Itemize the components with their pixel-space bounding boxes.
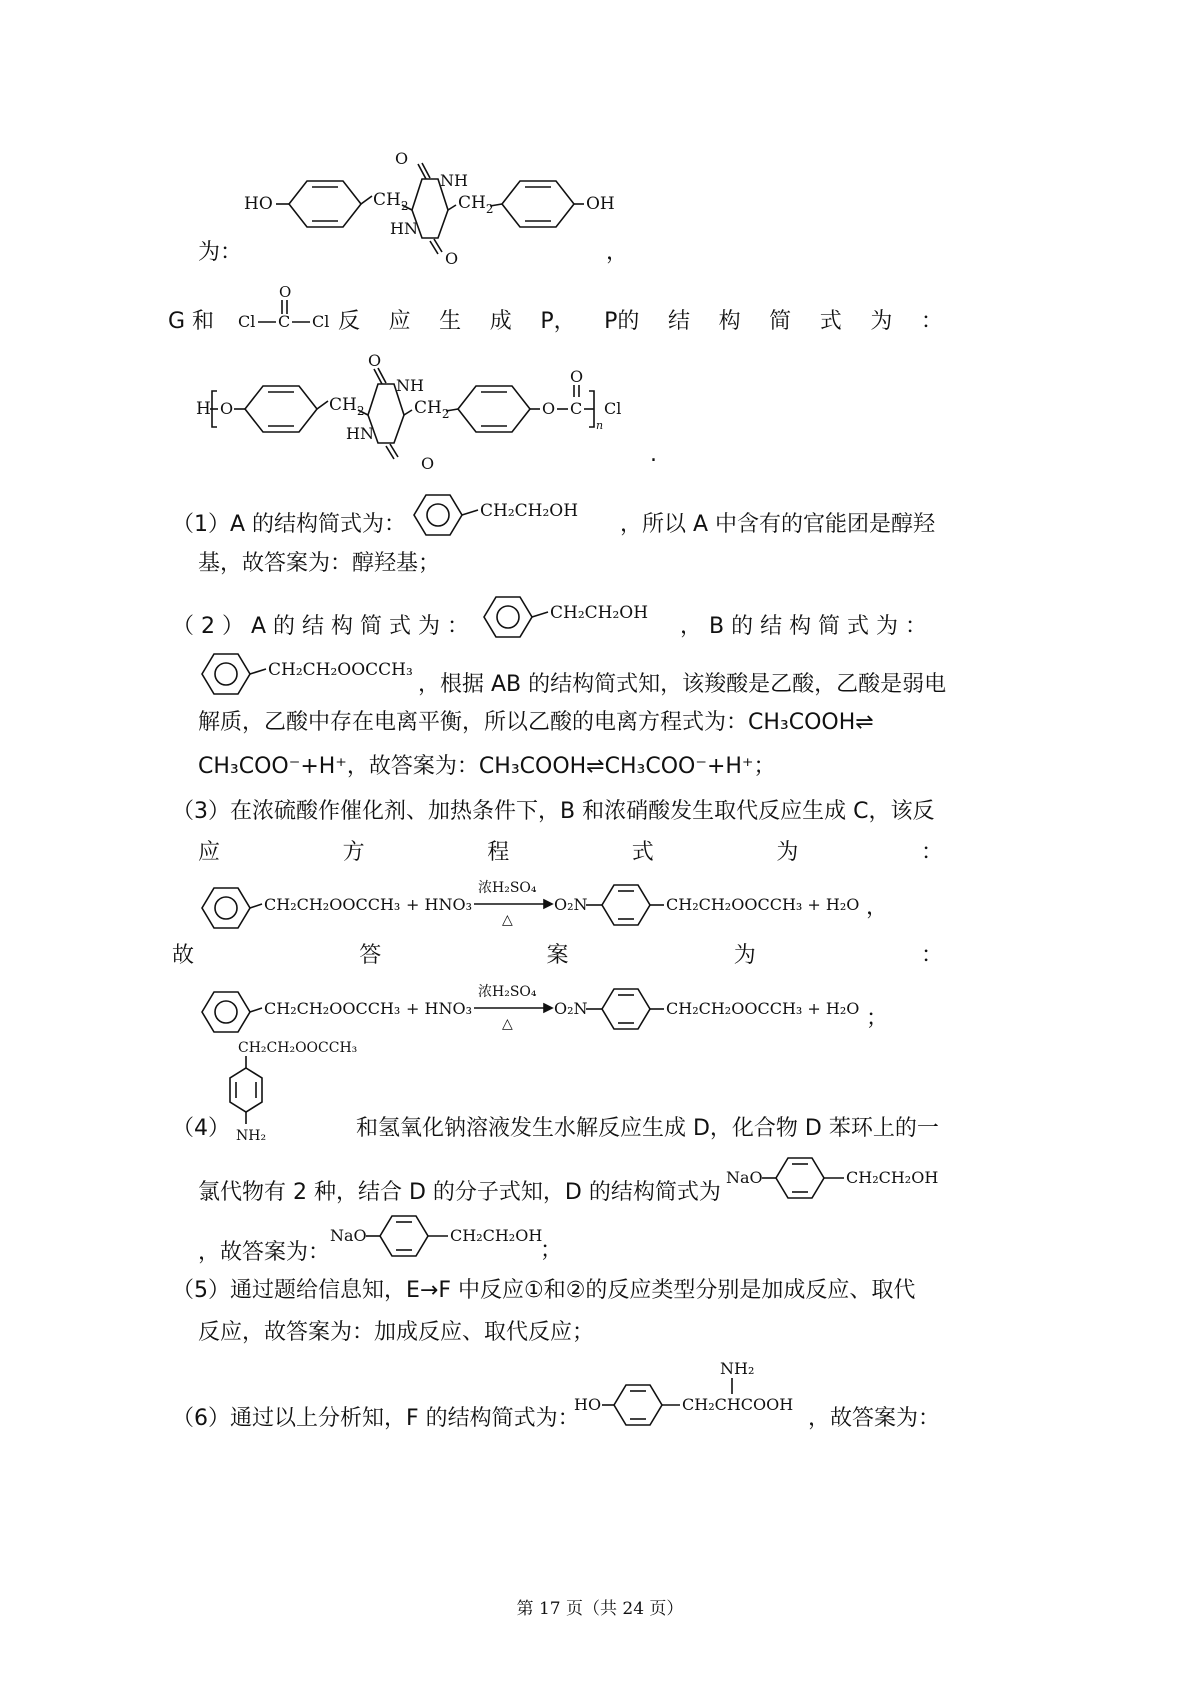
polymer-p-structure [196,345,636,473]
q2-line-e: CH₃COO⁻+H⁺，故答案为：CH₃COOH⇌CH₃COO⁻+H⁺； [198,754,776,779]
diketopiperazine-structure [240,150,640,268]
q3-semicolon: ； [866,1006,889,1031]
structure-d-2 [330,1208,550,1258]
svg-text:NaO: NaO [726,1168,763,1187]
svg-text:CH2: $CH_2$ [414,398,450,421]
q6-line-b: ，故答案为： [808,1406,941,1431]
svg-text:NH: NH [396,376,424,395]
svg-text:CH2: $CH_2$ [329,395,365,418]
q4-semicolon: ； [540,1238,563,1263]
svg-text:+ HNO₃: + HNO₃ [406,999,472,1018]
svg-text:CH₂CH₂OOCCH₃: CH₂CH₂OOCCH₃ [264,895,401,914]
q3-spread-2: 故 答 案 为 ： [172,943,943,968]
q1-line-b: ，所以 A 中含有的官能团是醇羟 [620,512,936,537]
text-period: . [650,442,657,467]
q2-line-c: ，根据 AB 的结构简式知，该羧酸是乙酸，乙酸是弱电 [418,672,947,697]
svg-text:C: C [570,399,583,418]
svg-text:CH2: $CH_2$ [458,193,494,216]
svg-text:CH₂CH₂OH: CH₂CH₂OH [450,1226,543,1245]
svg-text:NH₂: NH₂ [720,1359,755,1378]
svg-text:O: O [279,283,292,301]
structure-f [574,1358,814,1438]
text-comma: ， [606,240,629,265]
svg-text:H: H [196,399,211,419]
q5-line-b: 反应，故答案为：加成反应、取代反应； [198,1320,595,1345]
svg-text:CH₂CH₂OOCCH₃: CH₂CH₂OOCCH₃ [264,999,401,1018]
text-g-and: G 和 [168,309,215,334]
svg-text:CH₂CH₂OOCCH₃: CH₂CH₂OOCCH₃ [268,660,413,680]
structure-b-q2 [196,648,426,700]
nitration-equation-1 [196,872,876,942]
svg-text:NH: NH [440,171,468,190]
svg-text:Cl: Cl [312,312,330,331]
svg-text:△: △ [502,912,513,928]
svg-text:O: O [445,249,459,268]
page-footer: 第 17 页（共 24 页） [516,1599,684,1619]
svg-text:CH₂CH₂OOCCH₃ + H₂O: CH₂CH₂OOCCH₃ + H₂O [666,999,860,1018]
q1-line-a: （1）A 的结构简式为： [172,512,407,537]
svg-text:HO: HO [574,1395,602,1414]
q3-spread-1: 应 方 程 式 为 ： [198,840,943,865]
q2-line-b: ， B 的 结 构 简 式 为 ： [680,614,928,639]
structure-a-q2 [478,592,668,642]
q3-line-a: （3）在浓硫酸作催化剂、加热条件下，B 和浓硝酸发生取代反应生成 C，该反 [172,799,935,824]
svg-text:HN: HN [346,424,374,443]
svg-text:Cl: Cl [604,399,622,418]
svg-text:O: O [368,351,382,370]
svg-text:浓H₂SO₄: 浓H₂SO₄ [478,984,537,1000]
svg-text:O: O [570,367,584,386]
svg-text:CH₂CH₂OOCCH₃ + H₂O: CH₂CH₂OOCCH₃ + H₂O [666,895,860,914]
svg-text:n: n [596,419,604,432]
q1-line-c: 基，故答案为：醇羟基； [198,551,441,576]
q2-line-a: （ 2 ） A 的 结 构 简 式 为 ： [172,614,469,639]
svg-text:△: △ [502,1016,513,1032]
svg-text:OH: OH [586,194,615,214]
svg-text:O: O [220,399,234,418]
q6-line-a: （6）通过以上分析知，F 的结构简式为： [172,1406,580,1431]
svg-text:CH2: $CH_2$ [373,190,409,213]
svg-text:CH₂CH₂OH: CH₂CH₂OH [846,1168,939,1187]
svg-text:O: O [542,399,556,418]
svg-text:O₂N: O₂N [554,999,588,1018]
svg-text:O: O [395,149,409,168]
q5-line-a: （5）通过题给信息知，E→F 中反应①和②的反应类型分别是加成反应、取代 [172,1278,916,1303]
phosgene-structure [236,284,346,334]
q4-line-c: ，故答案为： [198,1240,331,1265]
svg-text:CH₂CH₂OH: CH₂CH₂OH [550,603,649,623]
structure-a-q1 [408,490,598,540]
q4-label: （4） [172,1116,230,1141]
svg-text:CH₂CHCOOH: CH₂CHCOOH [682,1395,794,1414]
svg-text:O: O [421,454,435,473]
svg-text:CH₂CH₂OOCCH₃: CH₂CH₂OOCCH₃ [238,1040,358,1056]
svg-text:NH₂: NH₂ [236,1128,267,1144]
svg-text:CH₂CH₂OH: CH₂CH₂OH [480,501,579,521]
q4-line-b: 氯代物有 2 种，结合 D 的分子式知，D 的结构简式为 [198,1180,721,1205]
svg-text:浓H₂SO₄: 浓H₂SO₄ [478,880,537,896]
svg-text:O₂N: O₂N [554,895,588,914]
structure-d-1 [726,1150,946,1200]
q2-line-d: 解质，乙酸中存在电离平衡，所以乙酸的电离方程式为：CH₃COOH⇌ [198,710,874,735]
svg-text:Cl: Cl [238,312,256,331]
text-wei: 为： [198,240,243,265]
text-line2-spread: 反 应 生 成 P， P的 结 构 简 式 为 ： [338,309,943,334]
svg-text:HN: HN [390,219,418,238]
svg-text:+ HNO₃: + HNO₃ [406,895,472,914]
svg-text:HO: HO [244,194,273,214]
svg-text:C: C [278,312,291,331]
q4-line-a: 和氢氧化钠溶液发生水解反应生成 D，化合物 D 苯环上的一 [356,1116,939,1141]
q3-comma: ， [866,895,889,920]
svg-text:NaO: NaO [330,1226,367,1245]
